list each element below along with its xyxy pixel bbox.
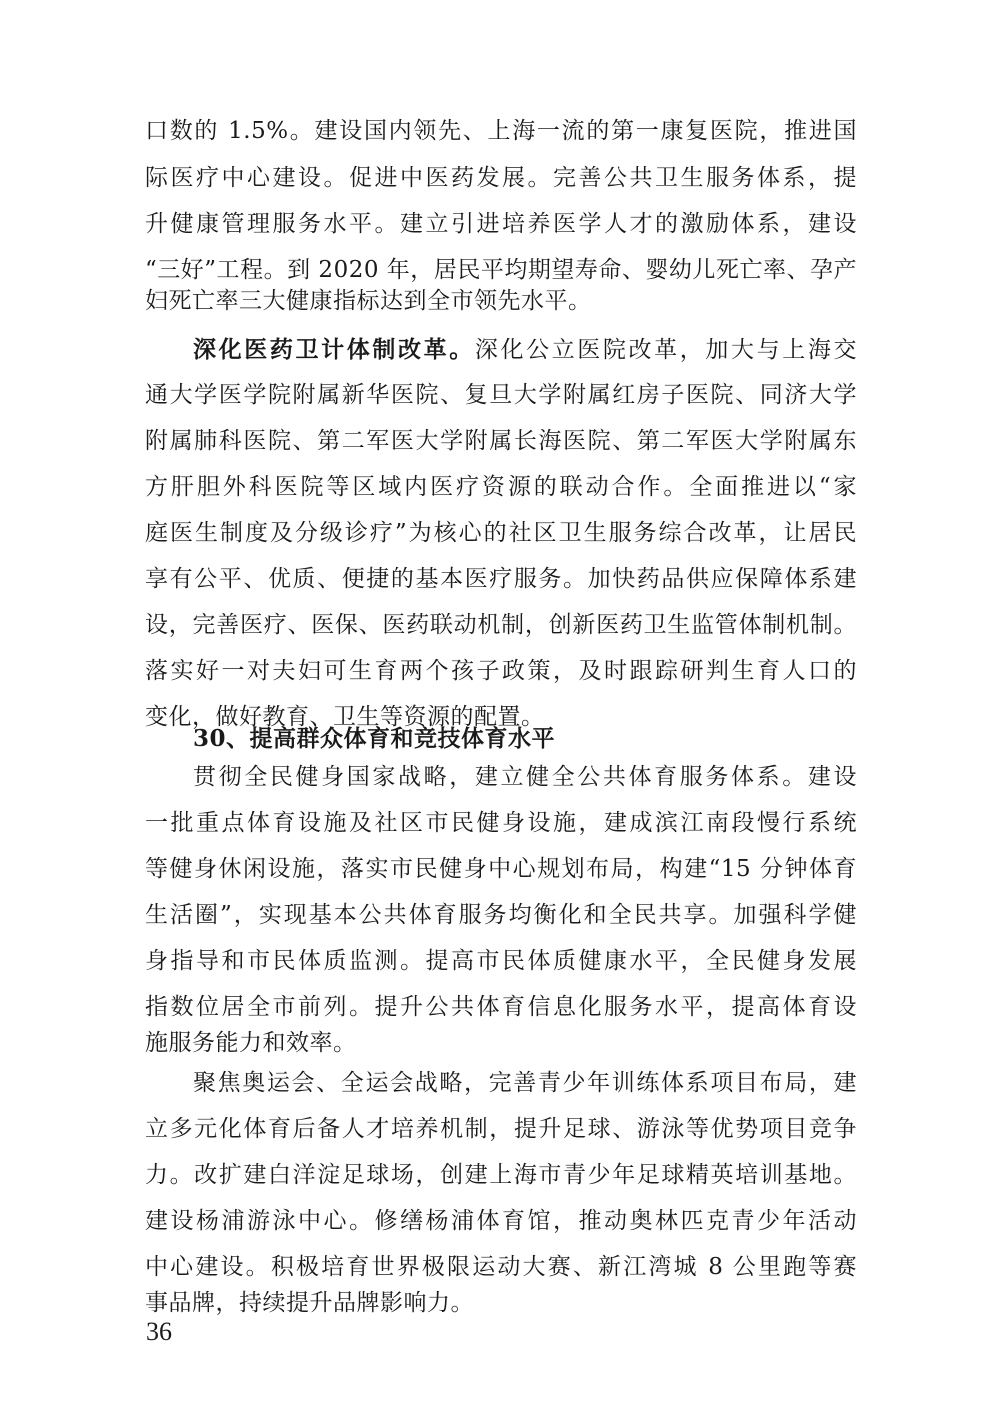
section-heading: 30、提高群众体育和竞技体育水平 [193,725,556,752]
text-line: 立多元化体育后备人才培养机制，提升足球、游泳等优势项目竞争 [145,1116,857,1142]
text-line: 贯彻全民健身国家战略，建立健全公共体育服务体系。建设 [193,764,857,790]
text-line: 施服务能力和效率。 [145,1030,357,1056]
text-line: 升健康管理服务水平。建立引进培养医学人才的激励体系，建设 [145,211,857,237]
text-line: 际医疗中心建设。促进中医药发展。完善公共卫生服务体系，提 [145,165,857,191]
text-line: 指数位居全市前列。提升公共体育信息化服务水平，提高体育设 [145,994,857,1020]
text-line: 享有公平、优质、便捷的基本医疗服务。加快药品供应保障体系建 [145,566,857,592]
paragraph-lead-bold: 深化医药卫计体制改革。 [193,336,475,363]
text-line: 方肝胆外科医院等区域内医疗资源的联动合作。全面推进以“家 [145,474,857,500]
text-line: 事品牌，持续提升品牌影响力。 [145,1290,474,1316]
text-line: 变化，做好教育、卫生等资源的配置。 [145,704,545,730]
text-line: 庭医生制度及分级诊疗”为核心的社区卫生服务综合改革，让居民 [145,520,857,546]
text-line: 生活圈”，实现基本公共体育服务均衡化和全民共享。加强科学健 [145,902,857,928]
text-line: 一批重点体育设施及社区市民健身设施，建成滨江南段慢行系统 [145,810,857,836]
text-line: 聚焦奥运会、全运会战略，完善青少年训练体系项目布局，建 [193,1070,857,1096]
text-line: 附属肺科医院、第二军医大学附属长海医院、第二军医大学附属东 [145,428,857,454]
page-number: 36 [146,1317,172,1346]
text-line: 口数的 1.5%。建设国内领先、上海一流的第一康复医院，推进国 [145,118,857,144]
text-line: 等健身休闲设施，落实市民健身中心规划布局，构建“15 分钟体育 [145,856,857,882]
text-line: 通大学医学院附属新华医院、复旦大学附属红房子医院、同济大学 [145,382,857,408]
text-line: 建设杨浦游泳中心。修缮杨浦体育馆，推动奥林匹克青少年活动 [145,1208,857,1234]
text-line: 力。改扩建白洋淀足球场，创建上海市青少年足球精英培训基地。 [145,1162,857,1188]
text-line: 落实好一对夫妇可生育两个孩子政策，及时跟踪研判生育人口的 [145,658,857,684]
text-line: 设，完善医疗、医保、医药联动机制，创新医药卫生监管体制机制。 [145,612,857,638]
text-line: 身指导和市民体质监测。提高市民体质健康水平，全民健身发展 [145,948,857,974]
text-line: “三好”工程。到 2020 年，居民平均期望寿命、婴幼儿死亡率、孕产 [145,257,857,283]
paragraph-first-line [193,327,857,373]
text-line: 中心建设。积极培育世界极限运动大赛、新江湾城 8 公里跑等赛 [145,1254,857,1280]
text-line: 妇死亡率三大健康指标达到全市领先水平。 [145,288,592,314]
paragraph-first-rest: 深化公立医院改革，加大与上海交 [474,337,857,363]
